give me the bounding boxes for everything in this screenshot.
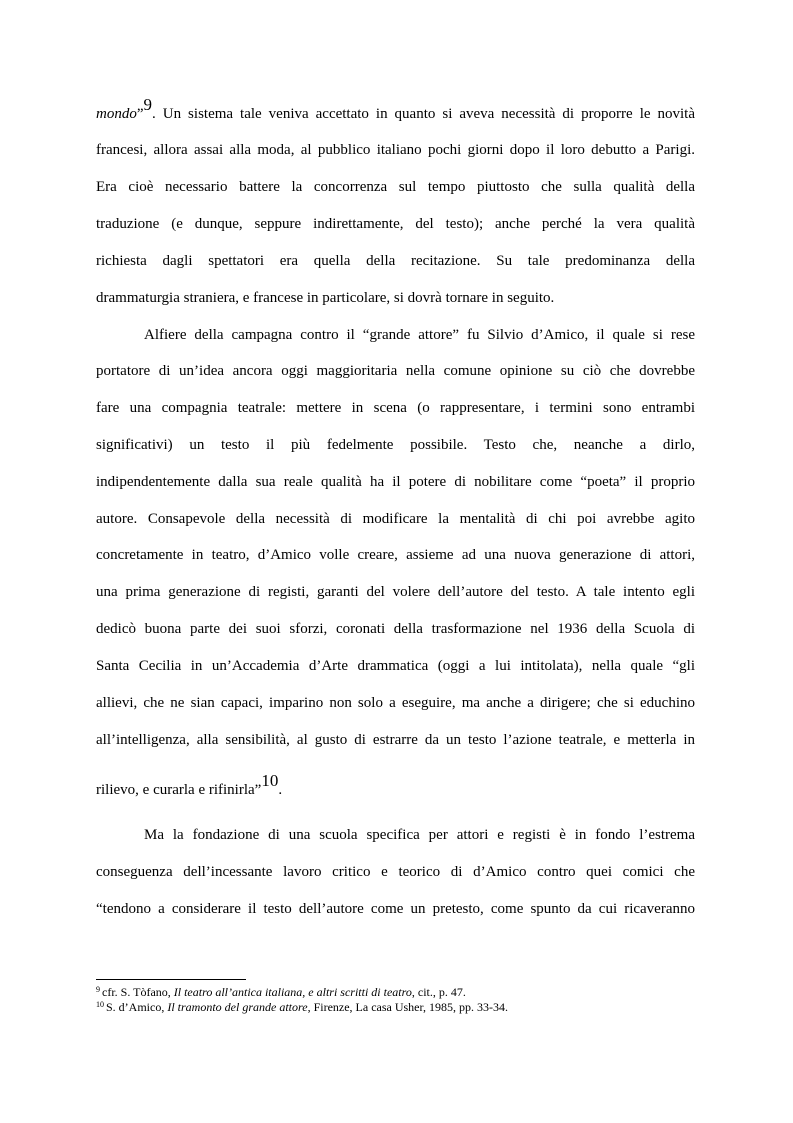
body-line: allievi, che ne sian capaci, imparino non solo a eseguire, ma anche a dirigere; che si educhino (96, 695, 695, 711)
body-line: all’intelligenza, alla sensibilità, al gusto di estrarre da un testo l’azione teatrale, e metterla in (96, 732, 695, 748)
body-line: conseguenza dell’incessante lavoro critico e teorico di d’Amico contro quei comici che (96, 864, 695, 880)
body-line: Santa Cecilia in un’Accademia d’Arte drammatica (oggi a lui intitolata), nella quale “gli (96, 658, 695, 674)
body-line: indipendentemente dalla sua reale qualità ha il potere di nobilitare come “poeta” il proprio (96, 474, 695, 490)
body-line: autore. Consapevole della necessità di modificare la mentalità di chi poi avrebbe agito (96, 511, 695, 527)
footnote-ref-9[interactable]: 9 (143, 95, 153, 114)
body-line: una prima generazione di registi, garanti del volere dell’autore del testo. A tale intento egli (96, 584, 695, 600)
footnote-title: Il teatro all’antica italiana, e altri scritti di teatro (173, 985, 412, 999)
footnote-ref-10[interactable]: 10 (261, 771, 279, 790)
body-line: Era cioè necessario battere la concorrenza sul tempo piuttosto che sulla qualità della (96, 179, 695, 195)
footnote-9: $^9$ cfr. S. Tòfano, Il teatro all’antica italiana, e altri scritti di teatro, cit., p. 47. (96, 985, 466, 999)
body-line: concretamente in teatro, d’Amico volle creare, assieme ad una nuova generazione di attori, (96, 547, 695, 563)
body-line: “tendono a considerare il testo dell’autore come un pretesto, come spunto da cui ricaveranno (96, 901, 695, 917)
body-line: francesi, allora assai alla moda, al pubblico italiano pochi giorni dopo il loro debutto a Parigi. (96, 142, 695, 158)
body-line: fare una compagnia teatrale: mettere in scena (o rappresentare, i termini sono entrambi (96, 400, 695, 416)
footnote-title: Il tramonto del grande attore (167, 1000, 308, 1014)
body-line: dedicò buona parte dei suoi sforzi, coronati della trasformazione nel 1936 della Scuola di (96, 621, 695, 637)
italic-word: mondo (96, 106, 137, 122)
body-line: richiesta dagli spettatori era quella della recitazione. Su tale predominanza della (96, 253, 695, 269)
footnote-10: $^{10}$ S. d’Amico, Il tramonto del grande attore, Firenze, La casa Usher, 1985, pp. 33-34. (96, 1000, 509, 1014)
footnote-separator (96, 979, 246, 980)
body-line: significativi) un testo il più fedelmente possibile. Testo che, neanche a dirlo, (96, 437, 695, 453)
body-line: portatore di un’idea ancora oggi maggioritaria nella comune opinione su ciò che dovrebbe (96, 363, 695, 379)
body-line: drammaturgia straniera, e francese in particolare, si dovrà tornare in seguito. (96, 290, 555, 306)
body-line: rilievo, e curarla e rifinirla”10. (96, 771, 283, 798)
body-line: Ma la fondazione di una scuola specifica per attori e registi è in fondo l’estrema (144, 827, 695, 843)
body-line: Alfiere della campagna contro il “grande attore” fu Silvio d’Amico, il quale si rese (144, 327, 695, 343)
body-line: traduzione (e dunque, seppure indirettamente, del testo); anche perché la vera qualità (96, 216, 695, 232)
body-line: mondo”9. Un sistema tale veniva accettato in quanto si aveva necessità di proporre le novità (96, 95, 695, 122)
